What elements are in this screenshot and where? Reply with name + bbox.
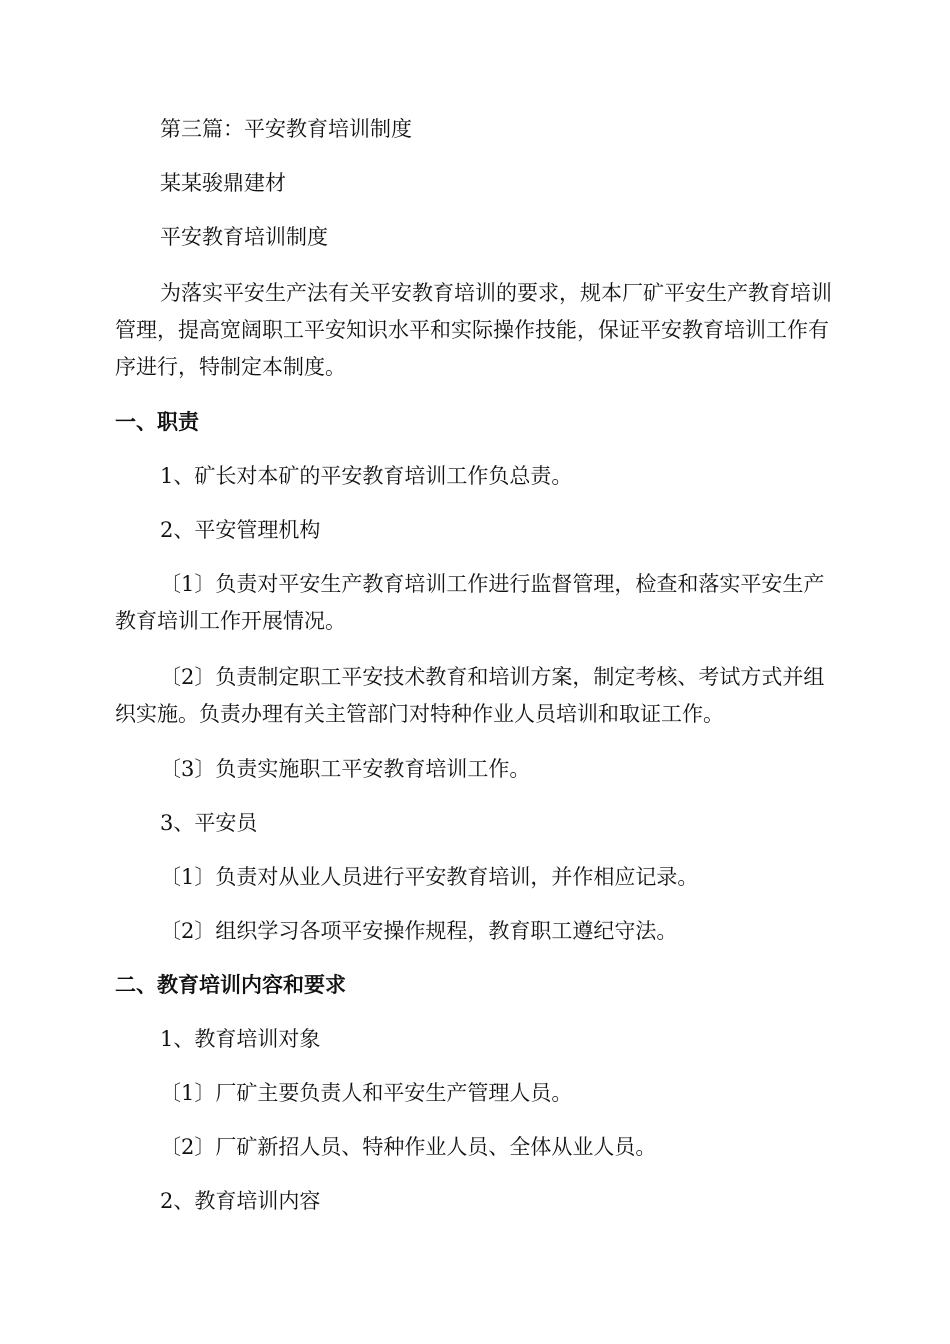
section-heading-duties: 一、职责 [115,410,199,434]
duty-item-1: 1、矿长对本矿的平安教育培训工作负总责。 [160,464,573,488]
duty-item-3-1: 〔1〕负责对从业人员进行平安教育培训，并作相应记录。 [160,865,699,889]
chapter-title: 第三篇：平安教育培训制度 [160,117,412,141]
training-item-1-2: 〔2〕厂矿新招人员、特种作业人员、全体从业人员。 [160,1135,657,1159]
document-title: 平安教育培训制度 [160,225,328,249]
duty-item-2-1: 〔1〕负责对平安生产教育培训工作进行监督管理，检查和落实平安生产教育培训工作开展情况。 [115,572,825,633]
duty-item-2-3: 〔3〕负责实施职工平安教育培训工作。 [160,757,531,781]
training-item-1: 1、教育培训对象 [160,1027,321,1051]
company-name: 某某骏鼎建材 [160,171,286,195]
training-item-2: 2、教育培训内容 [160,1189,321,1213]
section-heading-training: 二、教育培训内容和要求 [115,973,346,997]
duty-item-2-2: 〔2〕负责制定职工平安技术教育和培训方案，制定考核、考试方式并组织实施。负责办理有关主管部门对特种作业人员培训和取证工作。 [115,665,825,726]
training-item-1-1: 〔1〕厂矿主要负责人和平安生产管理人员。 [160,1081,573,1105]
duty-item-3: 3、平安员 [160,811,258,835]
intro-paragraph: 为落实平安生产法有关平安教育培训的要求，规本厂矿平安生产教育培训管理，提高宽阔职工平安知识水平和实际操作技能，保证平安教育培训工作有序进行，特制定本制度。 [115,281,832,379]
duty-item-3-2: 〔2〕组织学习各项平安操作规程，教育职工遵纪守法。 [160,919,678,943]
duty-item-2: 2、平安管理机构 [160,518,321,542]
